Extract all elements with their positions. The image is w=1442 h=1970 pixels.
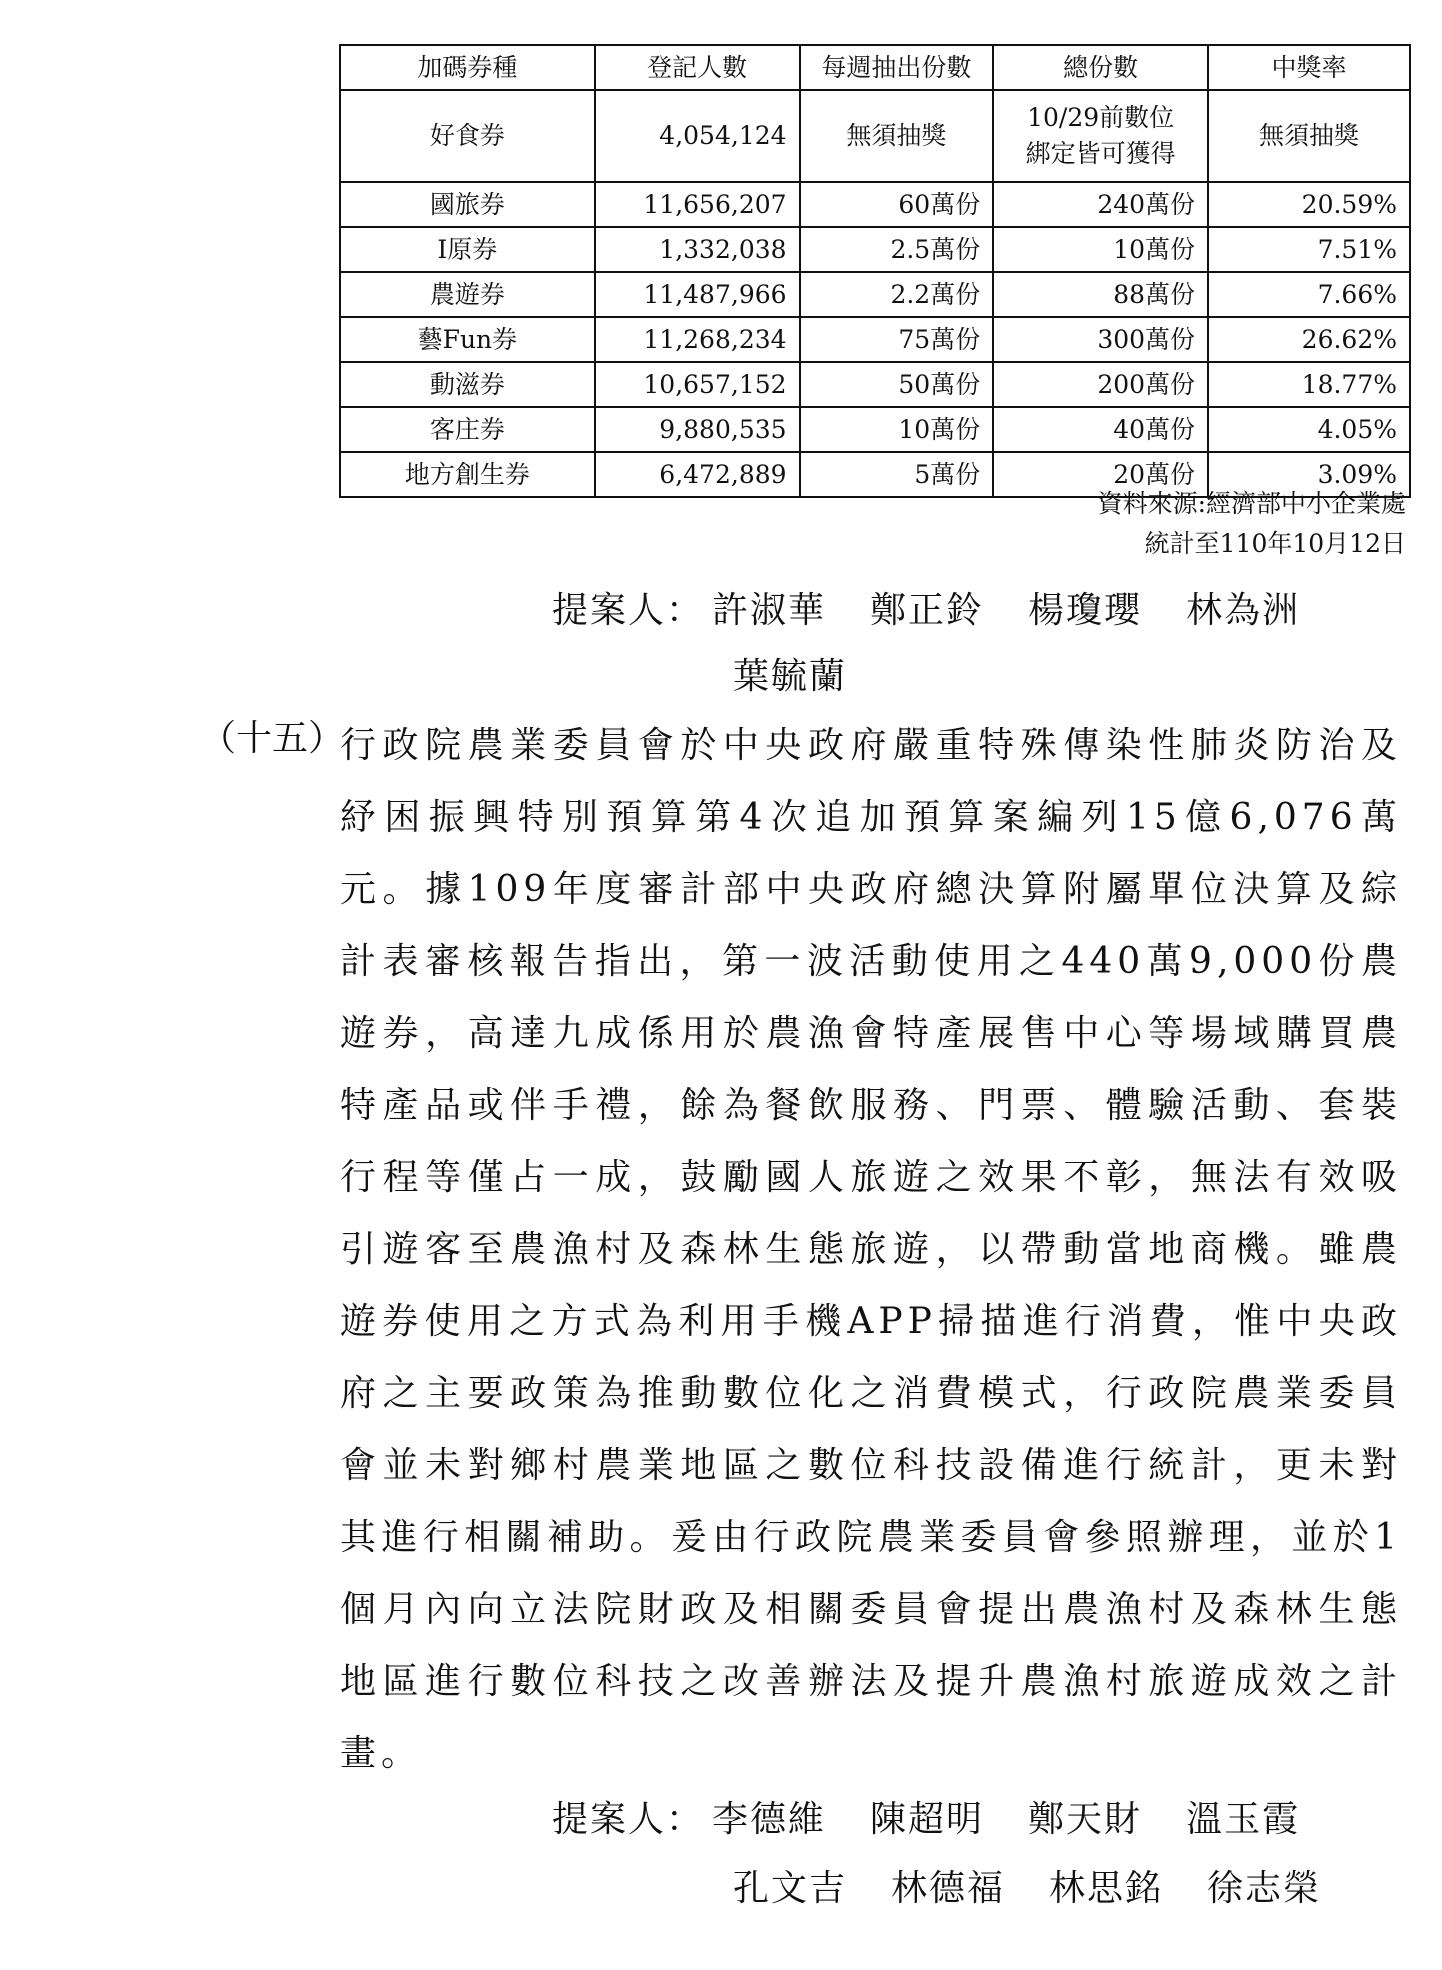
- cell-weekly: 50萬份: [800, 362, 994, 407]
- proposers-2-line-1: [552, 1791, 1300, 1842]
- cell-voucher-name: 農遊券: [340, 272, 595, 317]
- proposer-name: 林德福: [891, 1868, 1006, 1909]
- cell-registered: 1,332,038: [595, 227, 800, 272]
- cell-registered: 6,472,889: [595, 452, 800, 497]
- cell-rate: 3.09%: [1208, 452, 1410, 497]
- proposer-label: 提案人：: [552, 1799, 705, 1840]
- cell-voucher-name: 動滋券: [340, 362, 595, 407]
- table-row: [340, 362, 1410, 407]
- cell-rate: 26.62%: [1208, 317, 1410, 362]
- table-row: [340, 317, 1410, 362]
- table-row: [340, 227, 1410, 272]
- cell-voucher-name: 好食券: [340, 90, 595, 182]
- cell-registered: 11,268,234: [595, 317, 800, 362]
- cell-total: 20萬份: [993, 452, 1208, 497]
- cell-registered: 10,657,152: [595, 362, 800, 407]
- proposer-name: 孔文吉: [733, 1868, 848, 1909]
- table-row: [340, 272, 1410, 317]
- proposer-label: 提案人：: [552, 590, 705, 631]
- table-row: [340, 90, 1410, 182]
- header-weekly-draw: 每週抽出份數: [800, 45, 994, 90]
- proposer-name: 鄭正鈴: [870, 590, 985, 631]
- cell-rate: 無須抽獎: [1208, 90, 1410, 182]
- cell-rate: 7.66%: [1208, 272, 1410, 317]
- header-total: 總份數: [993, 45, 1208, 90]
- cell-voucher-name: 國旅券: [340, 182, 595, 227]
- cell-voucher-name: 地方創生券: [340, 452, 595, 497]
- header-voucher-type: 加碼券種: [340, 45, 595, 90]
- proposer-name: 葉毓蘭: [733, 656, 848, 697]
- cell-weekly: 無須抽獎: [800, 90, 994, 182]
- cell-registered: 4,054,124: [595, 90, 800, 182]
- cell-weekly: 75萬份: [800, 317, 994, 362]
- proposer-name: 鄭天財: [1028, 1799, 1143, 1840]
- cell-weekly: 2.5萬份: [800, 227, 994, 272]
- proposers-2-line-2: [733, 1860, 1321, 1911]
- cell-total: 240萬份: [993, 182, 1208, 227]
- cell-total: 200萬份: [993, 362, 1208, 407]
- cell-weekly: 10萬份: [800, 407, 994, 452]
- table-row: [340, 407, 1410, 452]
- cell-registered: 9,880,535: [595, 407, 800, 452]
- cell-total: 10萬份: [993, 227, 1208, 272]
- cell-rate: 20.59%: [1208, 182, 1410, 227]
- cell-total: 300萬份: [993, 317, 1208, 362]
- cell-weekly: 60萬份: [800, 182, 994, 227]
- header-registered: 登記人數: [595, 45, 800, 90]
- proposer-name: 楊瓊瓔: [1028, 590, 1143, 631]
- table-header-row: [340, 45, 1410, 90]
- proposer-name: 林為洲: [1186, 590, 1301, 631]
- proposers-1-line-1: [552, 582, 1300, 633]
- cell-total: 40萬份: [993, 407, 1208, 452]
- proposers-1-line-2: [733, 648, 847, 699]
- cell-weekly: 5萬份: [800, 452, 994, 497]
- item-body-text: 行政院農業委員會於中央政府嚴重特殊傳染性肺炎防治及紓困振興特別預算第4次追加預算案編列15億6,076萬元。據109年度審計部中央政府總決算附屬單位決算及綜計表審核報告指出，第一波活動使用之440萬9,000份農遊券，高達九成係用於農漁會特產展售中心等場域購買農特產品或伴手禮，餘為餐飲服務、門票、體驗活動、套裝行程等僅占一成，鼓勵國人旅遊之效果不彰，無法有效吸引遊客至農漁村及森林生態旅遊，以帶動當地商機。雖農遊券使用之方式為利用手機APP掃描進行消費，惟中央政府之主要政策為推動數位化之消費模式，行政院農業委員會並未對鄉村農業地區之數位科技設備進行統計，更未對其進行相關補助。爰由行政院農業委員會參照辦理，並於1個月內向立法院財政及相關委員會提出農漁村及森林生態地區進行數位科技之改善辦法及提升農漁村旅遊成效之計畫。: [340, 725, 1402, 1774]
- cell-voucher-name: 客庄券: [340, 407, 595, 452]
- cell-rate: 4.05%: [1208, 407, 1410, 452]
- cell-total: 88萬份: [993, 272, 1208, 317]
- voucher-table: [339, 44, 1411, 498]
- cell-registered: 11,656,207: [595, 182, 800, 227]
- proposer-name: 溫玉霞: [1186, 1799, 1301, 1840]
- table-row: [340, 182, 1410, 227]
- item-number-label: （十五）: [200, 718, 345, 759]
- cell-registered: 11,487,966: [595, 272, 800, 317]
- proposer-name: 徐志榮: [1207, 1868, 1322, 1909]
- header-win-rate: 中獎率: [1208, 45, 1410, 90]
- stats-date: 統計至110年10月12日: [1144, 529, 1406, 558]
- cell-weekly: 2.2萬份: [800, 272, 994, 317]
- proposer-name: 李德維: [712, 1799, 827, 1840]
- cell-total: 10/29前數位綁定皆可獲得: [993, 90, 1208, 182]
- proposer-name: 許淑華: [712, 590, 827, 631]
- source-note: 資料來源:經濟部中小企業處: [1097, 489, 1406, 518]
- proposer-name: 陳超明: [870, 1799, 985, 1840]
- cell-rate: 18.77%: [1208, 362, 1410, 407]
- proposer-name: 林思銘: [1049, 1868, 1164, 1909]
- cell-voucher-name: 藝Fun券: [340, 317, 595, 362]
- cell-rate: 7.51%: [1208, 227, 1410, 272]
- cell-voucher-name: I原券: [340, 227, 595, 272]
